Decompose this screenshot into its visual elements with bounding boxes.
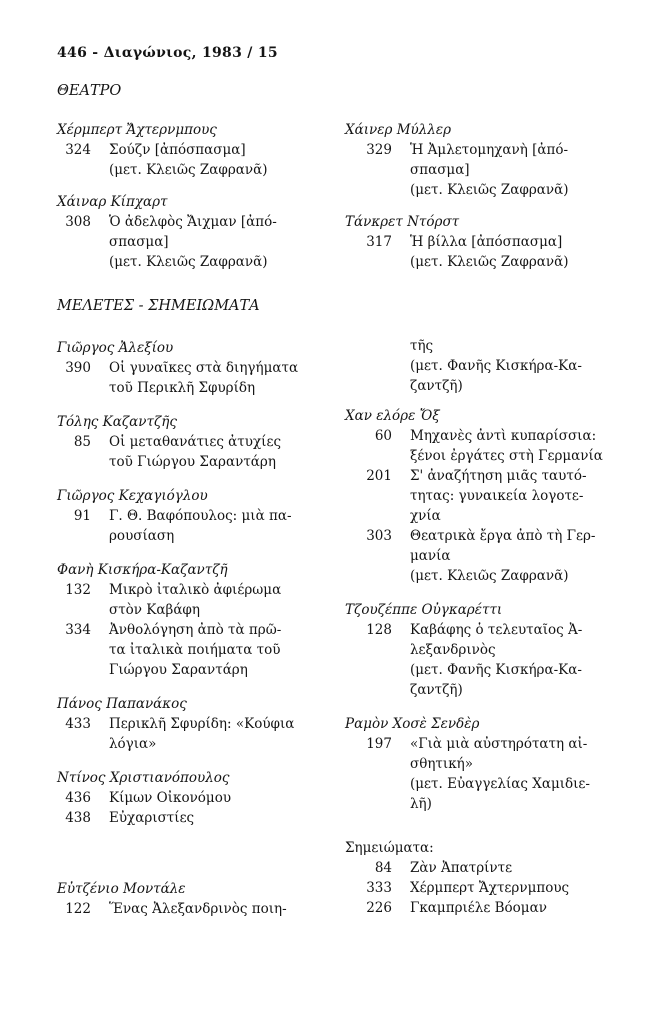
entry-line: Ἕνας Ἀλεξανδρινὸς ποιη- xyxy=(109,901,287,917)
page-number: 91 xyxy=(73,508,91,524)
theatre-left-column xyxy=(57,120,327,272)
page-number: 197 xyxy=(366,736,392,752)
author-name: Γιῶργος Ἀλεξίου xyxy=(57,340,174,356)
entry-line: (μετ. Φανῆς Κισκήρα-Κα- xyxy=(410,358,582,374)
author-name: Χαν ελόρε Ὄξ xyxy=(345,408,440,424)
author-group xyxy=(57,486,327,546)
author-name: Τάνκρετ Ντόρστ xyxy=(345,214,460,230)
running-head: 446 - Διαγώνιος, 1983 / 15 xyxy=(57,45,278,61)
entry-line: Σ' ἀναζήτηση μιᾶς ταυτό- xyxy=(410,468,587,484)
author-group xyxy=(345,120,615,200)
page-number: 324 xyxy=(65,142,91,158)
index-entry xyxy=(57,506,327,546)
studies-left-column xyxy=(57,338,327,919)
entry-line: Εὐχαριστίες xyxy=(109,810,195,826)
entry-line: (μετ. Εὐαγγελίας Χαμιδιε- xyxy=(410,776,590,792)
index-entry xyxy=(57,714,327,754)
entry-line: Καβάφης ὁ τελευταῖος Ἀ- xyxy=(410,622,583,638)
index-entry xyxy=(57,620,327,680)
index-entry xyxy=(57,899,327,919)
entry-line: λεξανδρινὸς xyxy=(410,642,496,658)
entry-line: Μηχανὲς ἀντὶ κυπαρίσσια: xyxy=(410,428,597,444)
page-number: 303 xyxy=(366,528,392,544)
entry-title xyxy=(410,878,569,898)
page-number: 329 xyxy=(366,142,392,158)
entry-line: χνία xyxy=(410,508,441,524)
entry-line: Ζὰν Ἀπατρίντε xyxy=(410,860,513,876)
author-name: Χέρμπερτ Ἄχτερνμπους xyxy=(57,122,217,138)
entry-line: στὸν Καβάφη xyxy=(109,602,200,618)
author-group xyxy=(57,768,327,828)
entry-line: ζαντζῆ) xyxy=(410,682,463,698)
page-number: 333 xyxy=(366,880,392,896)
section-title-studies: ΜΕΛΕΤΕΣ - ΣΗΜΕΙΩΜΑΤΑ xyxy=(57,298,260,314)
page-number: 317 xyxy=(366,234,392,250)
entry-line: (μετ. Κλειῶς Ζαφρανᾶ) xyxy=(109,162,268,178)
entry-title xyxy=(410,734,590,814)
entry-title xyxy=(410,858,512,878)
index-entry xyxy=(345,140,615,200)
author-group xyxy=(57,338,327,398)
page-number: 84 xyxy=(374,860,392,876)
notes-group xyxy=(345,838,615,918)
entry-title xyxy=(109,620,281,680)
entry-line: σπασμα] xyxy=(410,162,470,178)
studies-right-column xyxy=(345,338,615,918)
author-name: Πάνος Παπανάκος xyxy=(57,696,187,712)
entry-title xyxy=(109,432,281,472)
entry-line: (μετ. Φανῆς Κισκήρα-Κα- xyxy=(410,662,582,678)
page-number: 85 xyxy=(73,434,91,450)
entry-title xyxy=(109,140,267,180)
author-name: Ντίνος Χριστιανόπουλος xyxy=(57,770,230,786)
entry-line: Σούζν [ἀπόσπασμα] xyxy=(109,142,246,158)
entry-title xyxy=(109,506,292,546)
author-name: Φανὴ Κισκήρα-Καζαντζῆ xyxy=(57,562,228,578)
author-group xyxy=(57,560,327,680)
entry-line: Μικρὸ ἰταλικὸ ἀφιέρωμα xyxy=(109,582,282,598)
entry-title xyxy=(410,426,603,466)
entry-line: Ὁ ἀδελφὸς Ἄιχμαν [ἀπό- xyxy=(109,214,277,230)
entry-title xyxy=(109,808,194,828)
entry-title xyxy=(410,526,596,586)
index-entry xyxy=(345,858,615,878)
entry-line: λόγια» xyxy=(109,736,157,752)
page-number: 226 xyxy=(366,900,392,916)
index-entry xyxy=(345,466,615,526)
entry-line: Ἡ βίλλα [ἀπόσπασμα] xyxy=(410,234,563,250)
entry-line: σπασμα] xyxy=(109,234,169,250)
index-entry xyxy=(57,788,327,808)
entry-line: ξένοι ἐργάτες στὴ Γερμανία xyxy=(410,448,603,464)
entry-title xyxy=(109,358,298,398)
entry-title xyxy=(410,898,547,918)
entry-line: Θεατρικὰ ἔργα ἀπὸ τὴ Γερ- xyxy=(410,528,596,544)
author-group xyxy=(57,694,327,754)
author-group xyxy=(57,412,327,472)
entry-line: Περικλῆ Σφυρίδη: «Κούφια xyxy=(109,716,295,732)
index-entry xyxy=(57,358,327,398)
entry-line: Χέρμπερτ Ἄχτερνμπους xyxy=(410,880,570,896)
page-number: 122 xyxy=(65,901,91,917)
page-number: 132 xyxy=(65,582,91,598)
entry-line: ρουσίαση xyxy=(109,528,175,544)
entry-title xyxy=(410,620,582,700)
entry-title xyxy=(109,788,231,808)
entry-line: τοῦ Γιώργου Σαραντάρη xyxy=(109,454,276,470)
entry-line: «Γιὰ μιὰ αὐστηρότατη αἰ- xyxy=(410,736,588,752)
continued-entry xyxy=(345,336,615,396)
section-title-theatre: ΘΕΑΤΡΟ xyxy=(57,83,122,99)
entry-line: τα ἰταλικὰ ποιήματα τοῦ xyxy=(109,642,281,658)
entry-line: σθητική» xyxy=(410,756,473,772)
index-entry xyxy=(57,808,327,828)
entry-line: λῆ) xyxy=(410,796,432,812)
index-entry xyxy=(345,526,615,586)
author-group xyxy=(57,120,327,180)
author-name: Γιῶργος Κεχαγιόγλου xyxy=(57,488,208,504)
page-number: 334 xyxy=(65,622,91,638)
entry-line: τοῦ Περικλῆ Σφυρίδη xyxy=(109,380,256,396)
author-group xyxy=(345,406,615,586)
entry-line: ζαντζῆ) xyxy=(410,378,463,394)
index-entry xyxy=(345,232,615,272)
entry-line: Ἡ Ἀμλετομηχανὴ [ἀπό- xyxy=(410,142,569,158)
page-number: 128 xyxy=(366,622,392,638)
author-name: Τζουζέππε Οὐγκαρέττι xyxy=(345,602,503,618)
entry-line: Οἱ μεταθανάτιες ἀτυχίες xyxy=(109,434,281,450)
index-entry xyxy=(345,898,615,918)
author-name: Ραμὸν Χοσὲ Σενδὲρ xyxy=(345,716,480,732)
index-entry xyxy=(345,620,615,700)
page-number: 308 xyxy=(65,214,91,230)
entry-title xyxy=(410,232,568,272)
author-group xyxy=(57,192,327,272)
entry-line: (μετ. Κλειῶς Ζαφρανᾶ) xyxy=(109,254,268,270)
page-number: 433 xyxy=(65,716,91,732)
index-entry xyxy=(345,878,615,898)
index-entry xyxy=(57,212,327,272)
page-number: 60 xyxy=(374,428,392,444)
theatre-right-column xyxy=(345,120,615,272)
author-group xyxy=(57,879,327,919)
author-group xyxy=(345,600,615,700)
author-group xyxy=(345,714,615,814)
page-number: 438 xyxy=(65,810,91,826)
entry-title xyxy=(410,466,587,526)
author-name: Τόλης Καζαντζῆς xyxy=(57,414,177,430)
entry-title xyxy=(109,212,277,272)
entry-line: Γ. Θ. Βαφόπουλος: μιὰ πα- xyxy=(109,508,292,524)
index-entry xyxy=(57,432,327,472)
notes-label: Σημειώματα: xyxy=(345,840,434,856)
entry-title xyxy=(109,714,294,754)
entry-line: μανία xyxy=(410,548,451,564)
entry-line: Γκαμπριέλε Βόομαν xyxy=(410,900,547,916)
page-number: 436 xyxy=(65,790,91,806)
entry-line: Ἀνθολόγηση ἀπὸ τὰ πρῶ- xyxy=(109,622,282,638)
author-name: Εὐτζένιο Μοντάλε xyxy=(57,881,186,897)
entry-line: τητας: γυναικεία λογοτε- xyxy=(410,488,584,504)
entry-title xyxy=(410,140,568,200)
entry-line: (μετ. Κλειῶς Ζαφρανᾶ) xyxy=(410,254,569,270)
entry-line: (μετ. Κλειῶς Ζαφρανᾶ) xyxy=(410,568,569,584)
page-number: 390 xyxy=(65,360,91,376)
entry-line: Κίμων Οἰκονόμου xyxy=(109,790,232,806)
entry-title xyxy=(109,899,287,919)
index-entry xyxy=(57,140,327,180)
entry-line: Οἱ γυναῖκες στὰ διηγήματα xyxy=(109,360,299,376)
entry-line: (μετ. Κλειῶς Ζαφρανᾶ) xyxy=(410,182,569,198)
author-group xyxy=(345,212,615,272)
index-entry xyxy=(345,426,615,466)
author-name: Χάιναρ Κίπχαρτ xyxy=(57,194,168,210)
index-entry xyxy=(57,580,327,620)
author-name: Χάινερ Μύλλερ xyxy=(345,122,452,138)
page-number: 201 xyxy=(366,468,392,484)
entry-title xyxy=(109,580,281,620)
entry-line: τῆς xyxy=(410,338,434,354)
index-entry xyxy=(345,734,615,814)
entry-line: Γιώργου Σαραντάρη xyxy=(109,662,248,678)
